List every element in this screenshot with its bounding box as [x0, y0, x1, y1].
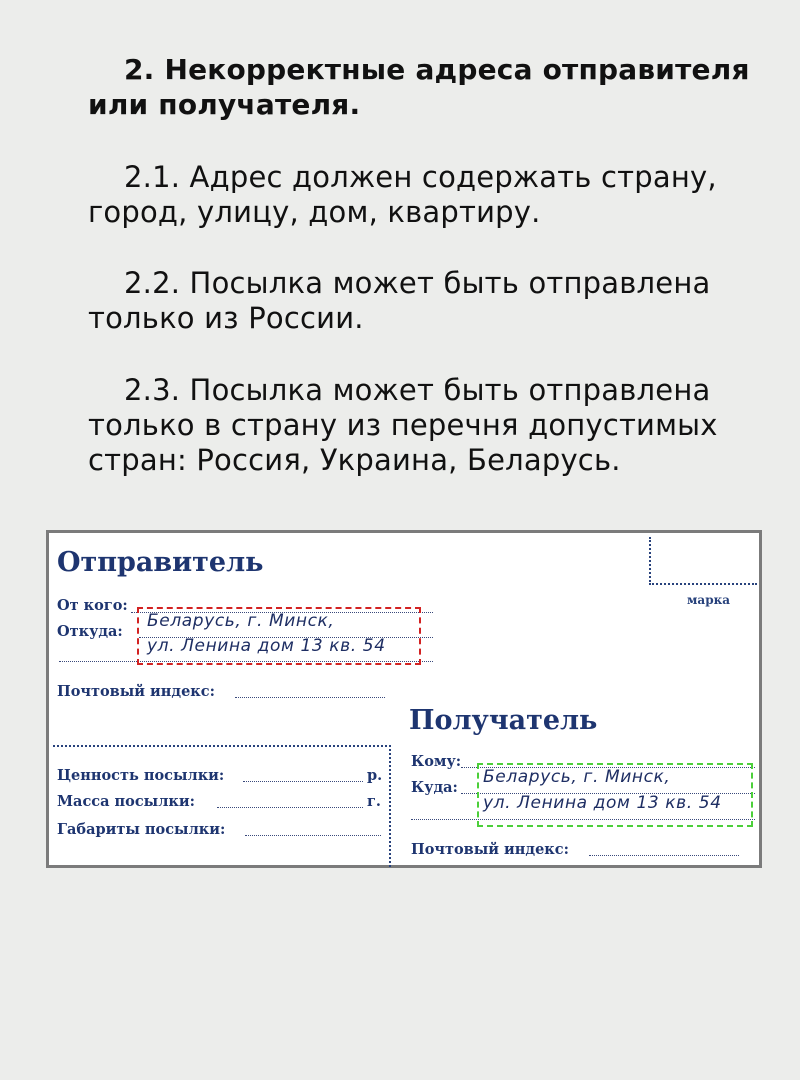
parcel-weight-label: Масса посылки:	[57, 793, 195, 810]
parcel-form	[46, 530, 762, 868]
parcel-size-label: Габариты посылки:	[57, 821, 226, 838]
parcel-weight-unit: г.	[367, 793, 381, 810]
rule-2-3	[88, 373, 768, 478]
rules-heading	[88, 52, 768, 122]
recipient-address-line-2: ул. Ленина дом 13 кв. 54	[483, 793, 722, 813]
sender-address-line-1: Беларусь, г. Минск,	[147, 611, 335, 631]
rule-text: 2.2. Посылка может быть отправлена только из России.	[88, 266, 711, 335]
stamp-label: марка	[687, 593, 731, 607]
sender-title: Отправитель	[57, 547, 264, 578]
parcel-weight-line[interactable]	[217, 807, 363, 808]
sender-postal-line[interactable]	[235, 697, 385, 698]
sender-postal-label: Почтовый индекс:	[57, 683, 215, 700]
rule-2-1	[88, 160, 768, 230]
parcel-value-unit: р.	[367, 767, 383, 784]
parcel-value-line[interactable]	[243, 781, 363, 782]
rule-text: 2.3. Посылка может быть отправлена только в страну из перечня допустимых стран: Россия, Украина, Беларусь.	[88, 373, 718, 477]
stamp-area	[649, 537, 757, 585]
from-who-label: От кого:	[57, 597, 128, 614]
rule-2-2	[88, 266, 768, 336]
rule-text: 2.1. Адрес должен содержать страну, город, улицу, дом, квартиру.	[88, 160, 717, 229]
recipient-title: Получатель	[409, 705, 598, 736]
to-who-label: Кому:	[411, 753, 462, 770]
parcel-size-line[interactable]	[245, 835, 381, 836]
recipient-postal-label: Почтовый индекс:	[411, 841, 569, 858]
sender-address-line-2: ул. Ленина дом 13 кв. 54	[147, 636, 386, 656]
parcel-value-label: Ценность посылки:	[57, 767, 225, 784]
recipient-postal-line[interactable]	[589, 855, 739, 856]
recipient-address-line-1: Беларусь, г. Минск,	[483, 767, 671, 787]
from-where-label: Откуда:	[57, 623, 123, 640]
heading-text: 2. Некорректные адреса отправителя или получателя.	[88, 53, 750, 121]
to-where-label: Куда:	[411, 779, 458, 796]
